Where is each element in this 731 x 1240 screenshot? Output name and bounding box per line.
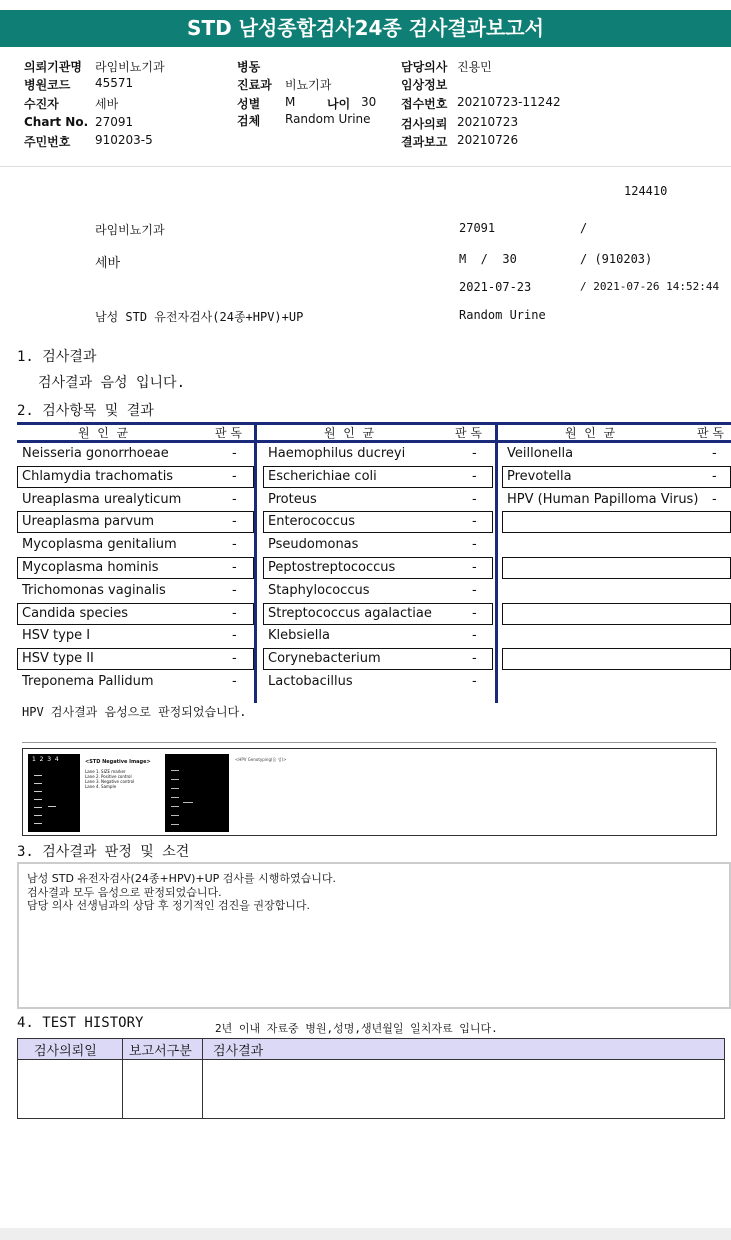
opinion-text [27, 872, 729, 913]
row-box [502, 648, 731, 670]
summary-code: 124410 [624, 184, 668, 198]
organism-result: - [712, 468, 717, 484]
header-value: 비뇨기과 [285, 78, 332, 92]
header-value: 20210726 [457, 133, 519, 147]
header-label: 검사의뢰 [401, 117, 448, 131]
row-box [502, 603, 731, 625]
column-header-result: 판 독 [215, 426, 242, 440]
column-header-organism: 원 인 균 [565, 426, 616, 440]
organism-result: - [472, 537, 477, 553]
history-table [17, 1038, 725, 1119]
gel-legend-line: Lane 1. SIZE marker [85, 769, 126, 774]
organism-result: - [472, 605, 477, 621]
organism-result: - [472, 491, 477, 507]
history-header-result: 검사결과 [203, 1039, 725, 1060]
gel-lane-numbers: 1 2 3 4 [32, 756, 59, 763]
organism-name: Pseudomonas [268, 537, 359, 553]
summary-test: 남성 STD 유전자검사(24종+HPV)+UP [95, 310, 304, 324]
gel-image-panel [22, 748, 717, 836]
header-label: 의뢰기관명 [24, 60, 82, 74]
hpv-gel-band [183, 802, 193, 803]
organism-name: Veillonella [507, 446, 574, 461]
organism-name: Mycoplasma genitalium [22, 537, 177, 553]
footer-bar [0, 1228, 731, 1240]
organism-name: Chlamydia trachomatis [22, 468, 174, 484]
organism-result: - [232, 560, 237, 575]
header-value: M [285, 95, 296, 109]
header-divider [0, 166, 731, 167]
header-value: 세바 [95, 97, 119, 111]
summary-date2: / 2021-07-26 14:52:44 [580, 280, 720, 293]
gel-legend-line: Lane 2. Positive control [85, 774, 132, 779]
grid-divider [254, 422, 257, 703]
header-label: 성별 [237, 97, 261, 111]
gel-legend [81, 754, 163, 832]
section-2-title: 2. 검사항목 및 결과 [17, 403, 154, 419]
summary-chart: 27091 [459, 221, 496, 235]
organism-name: Treponema Pallidum [22, 674, 154, 689]
organism-name: Proteus [268, 491, 317, 507]
organism-result: - [232, 582, 237, 598]
organism-name: Ureaplasma urealyticum [22, 491, 182, 507]
opinion-line: 남성 STD 유전자검사(24종+HPV)+UP 검사를 시행하였습니다. [27, 872, 337, 885]
gel-legend-title: <STD Negative Image> [85, 759, 151, 765]
organism-name: Prevotella [507, 468, 572, 484]
organism-result: - [472, 582, 477, 598]
column-header-result: 판 독 [455, 426, 482, 440]
gel-legend-line: Lane 4. Sample [85, 784, 117, 789]
organism-name: Trichomonas vaginalis [22, 582, 166, 598]
row-box [502, 511, 731, 533]
organism-result: - [472, 468, 477, 484]
summary-birth: / (910203) [580, 252, 653, 266]
header-label: 병원코드 [24, 78, 71, 92]
gel-legend-lines [85, 769, 163, 789]
gel-band [48, 806, 56, 807]
organism-name: Streptococcus agalactiae [268, 605, 432, 621]
results-grid [0, 420, 731, 705]
organism-result: - [472, 514, 477, 530]
organism-result: - [232, 651, 237, 667]
header-label: 임상정보 [401, 78, 448, 92]
header-label: 담당의사 [401, 60, 448, 74]
organism-name: Staphylococcus [268, 582, 370, 598]
header-label: 검체 [237, 114, 261, 128]
section-1-title: 1. 검사결과 [17, 349, 97, 365]
organism-name: Ureaplasma parvum [22, 514, 155, 530]
history-cell-type [123, 1060, 203, 1119]
section-3-title: 3. 검사결과 판정 및 소견 [17, 844, 190, 860]
opinion-line: 담당 의사 선생님과의 상담 후 정기적인 검진을 권장합니다. [27, 899, 310, 912]
organism-name: HPV (Human Papilloma Virus) [507, 491, 699, 507]
grid-divider [495, 422, 498, 703]
header-label: 접수번호 [401, 97, 448, 111]
organism-result: - [232, 446, 237, 461]
report-header [0, 55, 731, 155]
organism-name: Enterococcus [268, 514, 355, 530]
history-cell-result [203, 1060, 725, 1119]
summary-sex-age: M / 30 [459, 252, 517, 266]
organism-result: - [472, 446, 477, 461]
hpv-note: HPV 검사결과 음성으로 판정되었습니다. [22, 705, 247, 719]
summary-name: 세바 [95, 256, 121, 271]
gel-legend-line: Lane 3. Negative control [85, 779, 135, 784]
organism-result: - [472, 560, 477, 575]
organism-name: Corynebacterium [268, 651, 381, 667]
organism-result: - [232, 491, 237, 507]
header-value: 진용민 [457, 60, 492, 74]
organism-name: HSV type II [22, 651, 94, 667]
header-value: 27091 [95, 115, 134, 129]
organism-name: HSV type I [22, 628, 91, 644]
header-value: 20210723-11242 [457, 95, 561, 109]
organism-name: Haemophilus ducreyi [268, 446, 406, 461]
column-header-organism: 원 인 균 [324, 426, 375, 440]
section-1-text: 검사결과 음성 입니다. [38, 375, 186, 391]
header-label: Chart No. [24, 115, 89, 129]
history-cell-date [18, 1060, 123, 1119]
organism-result: - [232, 628, 237, 644]
header-value: 20210723 [457, 115, 519, 129]
summary-specimen: Random Urine [459, 308, 546, 322]
header-label: 병동 [237, 60, 261, 74]
header-value: 라임비뇨기과 [95, 60, 165, 74]
hpv-gel-image [165, 754, 229, 832]
organism-result: - [472, 674, 477, 689]
history-header-type: 보고서구분 [123, 1039, 203, 1060]
header-value: Random Urine [285, 112, 371, 126]
row-box [502, 557, 731, 579]
organism-result: - [712, 491, 717, 507]
organism-name: Peptostreptococcus [268, 560, 396, 575]
organism-result: - [232, 514, 237, 530]
history-row [18, 1060, 725, 1119]
summary-clinic: 라임비뇨기과 [95, 223, 165, 237]
organism-name: Klebsiella [268, 628, 330, 644]
header-value: 910203-5 [95, 133, 153, 147]
history-header-date: 검사의뢰일 [18, 1039, 123, 1060]
column-header-organism: 원 인 균 [78, 426, 129, 440]
organism-result: - [232, 674, 237, 689]
header-label: 주민번호 [24, 135, 71, 149]
gel-divider [22, 742, 716, 743]
organism-result: - [472, 628, 477, 644]
organism-result: - [232, 537, 237, 553]
organism-name: Escherichiae coli [268, 468, 377, 484]
header-age-label: 나이 [327, 97, 351, 111]
section-4-title: 4. TEST HISTORY [17, 1015, 144, 1031]
organism-name: Neisseria gonorrhoeae [22, 446, 169, 461]
organism-result: - [232, 468, 237, 484]
organism-name: Lactobacillus [268, 674, 353, 689]
summary-date1: 2021-07-23 [459, 280, 532, 294]
history-note: 2년 이내 자료중 병원,성명,생년월일 일치자료 입니다. [215, 1022, 498, 1035]
organism-name: Mycoplasma hominis [22, 560, 159, 575]
std-gel-image [28, 754, 80, 832]
summary-slash: / [580, 221, 588, 235]
column-header-result: 판 독 [697, 426, 724, 440]
organism-result: - [712, 446, 717, 461]
opinion-line: 검사결과 모두 음성으로 판정되었습니다. [27, 885, 222, 899]
gel-marker-lane [34, 768, 42, 828]
hpv-caption: <HPV Genotyping(음 성)> [235, 757, 287, 762]
header-value: 45571 [95, 76, 134, 90]
opinion-box [17, 862, 731, 1009]
header-label: 결과보고 [401, 135, 448, 149]
organism-result: - [472, 651, 477, 667]
report-title: STD 남성종합검사24종 검사결과보고서 [0, 10, 731, 47]
organism-result: - [232, 605, 237, 621]
organism-name: Candida species [22, 605, 129, 621]
header-age-value: 30 [361, 95, 377, 109]
header-label: 진료과 [237, 78, 272, 92]
header-label: 수진자 [24, 97, 59, 111]
hpv-marker-lane [171, 762, 179, 828]
